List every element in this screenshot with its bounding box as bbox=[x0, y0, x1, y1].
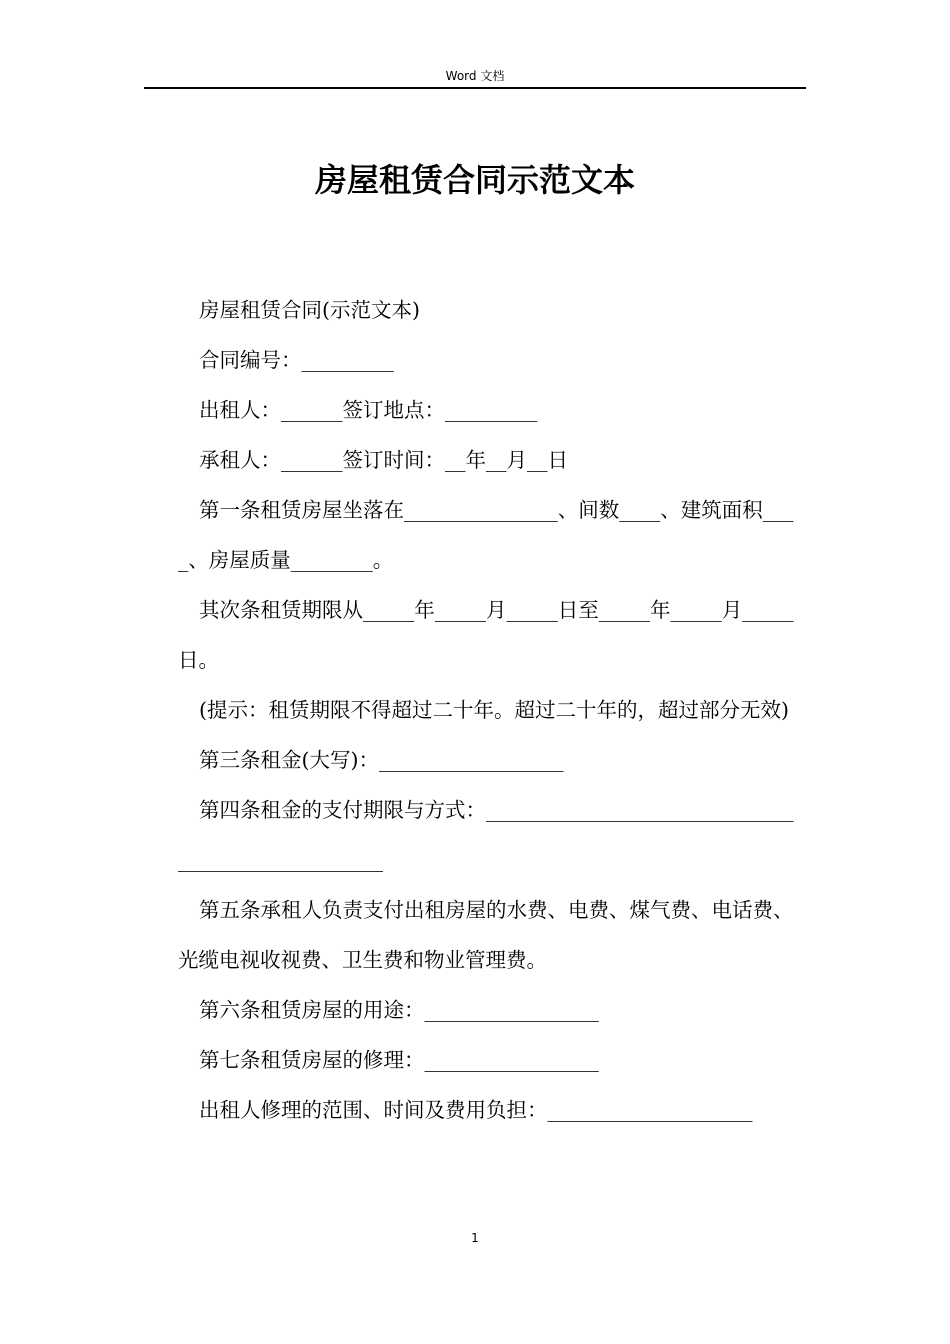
document-body bbox=[178, 285, 802, 1135]
paragraph-article-1: 第一条租赁房屋坐落在_______________、间数____、建筑面积____、房屋质量________。 bbox=[178, 498, 794, 572]
paragraph-article-6: 第六条租赁房屋的用途：_________________ bbox=[199, 998, 599, 1022]
paragraph-article-4: 第四条租金的支付期限与方式：__________________________________________________ bbox=[178, 798, 794, 872]
header-rule bbox=[144, 87, 806, 89]
page-number: 1 bbox=[471, 1231, 479, 1245]
paragraph-lessor: 出租人：______签订地点：_________ bbox=[199, 398, 538, 422]
page-header: Word 文档 bbox=[445, 69, 505, 83]
paragraph-article-3: 第三条租金(大写)：__________________ bbox=[199, 748, 564, 772]
paragraph-contract-number: 合同编号：_________ bbox=[199, 348, 394, 372]
paragraph-note: (提示：租赁期限不得超过二十年。超过二十年的，超过部分无效) bbox=[199, 698, 789, 722]
paragraph-contract-heading: 房屋租赁合同(示范文本) bbox=[199, 298, 420, 322]
paragraph-article-7: 第七条租赁房屋的修理：_________________ bbox=[199, 1048, 599, 1072]
paragraph-article-2: 其次条租赁期限从_____年_____月_____日至_____年_____月_____日。 bbox=[178, 598, 794, 672]
document-title: 房屋租赁合同示范文本 bbox=[314, 161, 635, 199]
paragraph-article-5: 第五条承租人负责支付出租房屋的水费、电费、煤气费、电话费、光缆电视收视费、卫生费和物业管理费。 bbox=[178, 898, 794, 972]
paragraph-lessee: 承租人：______签订时间：__年__月__日 bbox=[199, 448, 568, 472]
paragraph-repair-scope: 出租人修理的范围、时间及费用负担：____________________ bbox=[199, 1098, 753, 1122]
